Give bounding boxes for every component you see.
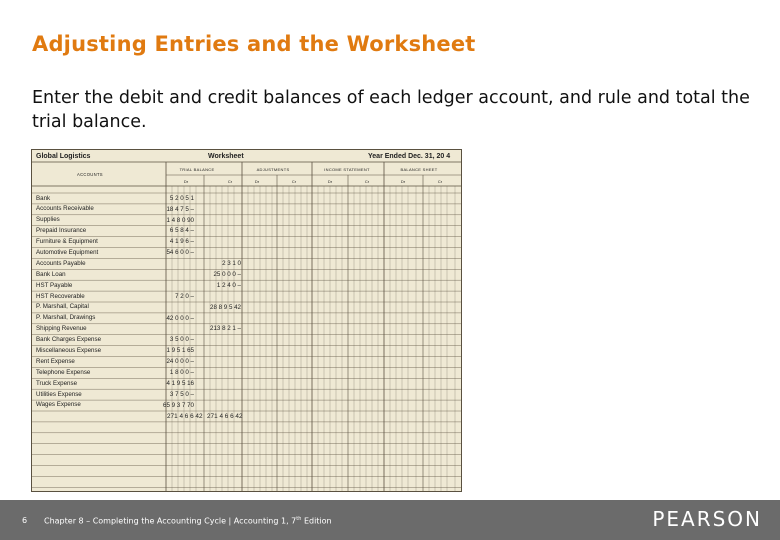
account-name: P. Marshall, Capital xyxy=(36,303,89,311)
page-number: 6 xyxy=(22,516,28,525)
table-row xyxy=(32,302,462,313)
table-row xyxy=(32,291,462,302)
debit-amount: 5 2 0 5 1 xyxy=(169,194,194,202)
table-row xyxy=(32,204,462,215)
debit-amount: 1 8 0 0 – xyxy=(169,369,194,377)
account-name: Bank Loan xyxy=(36,270,66,278)
table-row xyxy=(32,226,462,237)
account-name: Bank xyxy=(36,194,51,202)
dr-label: Dr xyxy=(327,179,333,184)
account-name: Utilities Expense xyxy=(36,390,82,398)
debit-amount: 7 2 0 – xyxy=(175,292,194,300)
section-header-trial-balance: TRIAL BALANCE xyxy=(179,167,215,172)
credit-amount: 1 2 4 0 – xyxy=(216,281,241,289)
total-credit: 271 4 6 6 42 xyxy=(207,412,243,420)
account-name: Wages Expense xyxy=(36,401,81,409)
table-row xyxy=(32,280,462,291)
pearson-logo: PEARSON xyxy=(652,507,762,531)
credit-amount: 2 3 1 0 xyxy=(222,260,241,268)
account-name: HST Payable xyxy=(36,281,73,289)
cr-label: Cr xyxy=(437,179,443,184)
account-name: Supplies xyxy=(36,216,60,224)
account-name: Prepaid Insurance xyxy=(36,227,87,235)
footer-citation xyxy=(44,516,332,526)
debit-amount: 65 9 3 7 70 xyxy=(163,401,194,409)
table-row xyxy=(32,247,462,258)
account-name: Accounts Receivable xyxy=(36,205,94,213)
worksheet-period: Year Ended Dec. 31, 20 4 xyxy=(368,153,451,160)
dr-label: Dr xyxy=(254,179,260,184)
debit-amount: 18 4 7 5 – xyxy=(166,205,194,213)
account-name: Telephone Expense xyxy=(36,368,91,376)
footer-citation-main: Chapter 8 – Completing the Accounting Cycle | Accounting 1, 7 xyxy=(44,516,297,526)
account-name: Accounts Payable xyxy=(36,259,86,267)
credit-amount: 213 8 2 1 – xyxy=(210,325,241,333)
table-row xyxy=(32,345,462,356)
account-name: Rent Expense xyxy=(36,357,75,365)
account-name: Furniture & Equipment xyxy=(36,238,98,246)
cr-label: Cr xyxy=(227,179,233,184)
table-row xyxy=(32,378,462,389)
section-header-adjustments: ADJUSTMENTS xyxy=(256,167,290,172)
dr-label: Dr xyxy=(183,179,189,184)
table-row xyxy=(32,400,462,411)
table-row xyxy=(32,335,462,346)
worksheet-company: Global Logistics xyxy=(36,153,91,160)
table-row xyxy=(32,193,462,204)
debit-amount: 54 6 0 0 – xyxy=(166,249,194,257)
account-name: Automotive Equipment xyxy=(36,248,99,256)
debit-amount: 1 4 8 0 90 xyxy=(166,216,194,224)
section-header-income-statement: INCOME STATEMENT xyxy=(324,167,370,172)
table-row xyxy=(32,389,462,400)
account-name: Truck Expense xyxy=(36,379,78,387)
account-name: Shipping Revenue xyxy=(36,325,87,333)
debit-amount: 4 1 9 6 – xyxy=(169,238,194,246)
debit-amount: 42 0 0 0 – xyxy=(166,314,194,322)
total-debit: 271 4 6 6 42 xyxy=(167,412,203,420)
debit-amount: 6 5 8 4 – xyxy=(169,227,194,235)
debit-amount: 24 0 0 0 – xyxy=(166,358,194,366)
account-name: Bank Charges Expense xyxy=(36,336,102,344)
account-name: HST Recoverable xyxy=(36,292,85,300)
debit-amount: 4 1 9 5 16 xyxy=(166,379,194,387)
worksheet-image xyxy=(31,149,462,492)
credit-amount: 28 8 9 5 42 xyxy=(210,303,241,311)
footer-citation-end: Edition xyxy=(301,516,332,526)
credit-amount: 25 0 0 0 – xyxy=(213,271,241,279)
debit-amount: 1 9 5 1 65 xyxy=(166,347,194,355)
footer-citation-superscript: th xyxy=(296,516,302,522)
table-row xyxy=(32,356,462,367)
table-row xyxy=(32,324,462,335)
debit-amount: 3 7 5 0 – xyxy=(169,390,194,398)
account-name: P. Marshall, Drawings xyxy=(36,314,96,322)
table-row xyxy=(32,215,462,226)
table-row xyxy=(32,313,462,324)
table-row xyxy=(32,269,462,280)
table-row xyxy=(32,258,462,269)
slide-body-text: Enter the debit and credit balances of each ledger account, and rule and total the trial balance. xyxy=(32,88,750,132)
worksheet-title: Worksheet xyxy=(208,153,244,160)
table-row xyxy=(32,237,462,248)
totals-row xyxy=(32,411,462,422)
dr-label: Dr xyxy=(400,179,406,184)
accounts-column-header: ACCOUNTS xyxy=(77,172,103,177)
cr-label: Cr xyxy=(291,179,297,184)
debit-amount: 3 5 0 0 – xyxy=(169,336,194,344)
worksheet-rows xyxy=(32,193,462,422)
slide-title: Adjusting Entries and the Worksheet xyxy=(32,32,476,56)
section-header-balance-sheet: BALANCE SHEET xyxy=(400,167,438,172)
cr-label: Cr xyxy=(364,179,370,184)
table-row xyxy=(32,367,462,378)
account-name: Miscellaneous Expense xyxy=(36,346,102,354)
